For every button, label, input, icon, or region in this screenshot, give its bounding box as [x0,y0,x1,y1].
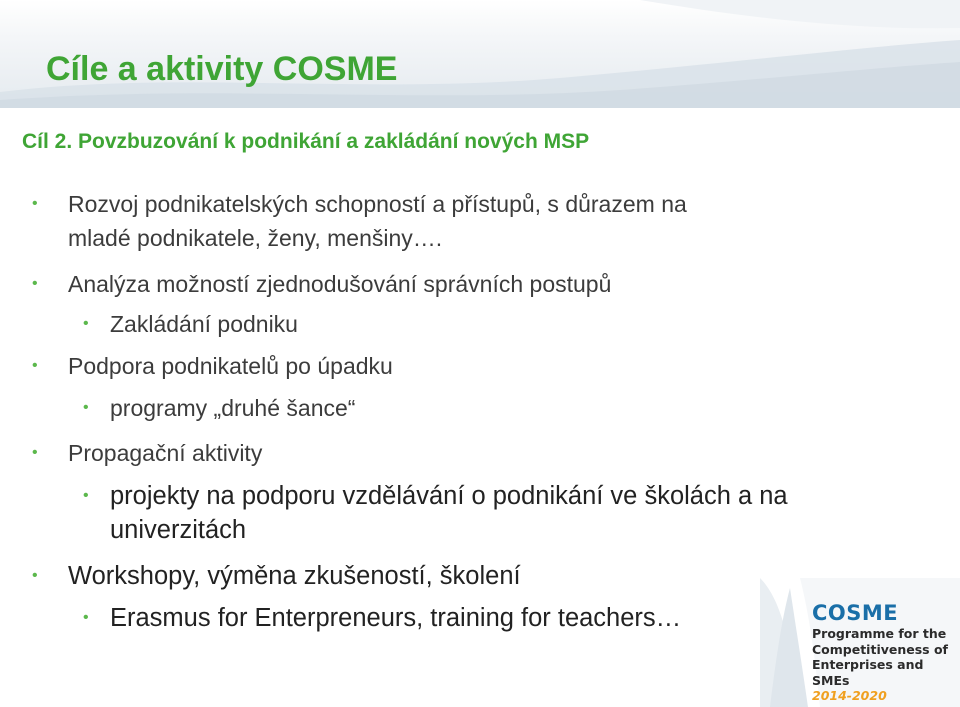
bullet-icon: • [32,567,38,584]
bullet-text-continued: univerzitách [110,516,247,544]
logo-name: COSME [812,601,899,625]
bullet-icon: • [83,609,89,626]
subbullet-item-education-projects [83,479,788,547]
bullet-text-continued: mladé podnikatele, ženy, menšiny…. [68,225,443,251]
bullet-text: projekty na podporu vzdělávání o podnikání ve školách a na [110,482,788,510]
slide-title: Cíle a aktivity COSME [46,50,398,88]
bullet-item-entrepreneurial-skills [32,187,687,255]
bullet-text: Podpora podnikatelů po úpadku [68,353,393,379]
logo-line-1: Programme for the [812,626,947,641]
logo-line-2: Competitiveness of [812,641,948,657]
subbullet-item-second-chance [83,391,356,425]
bullet-icon: • [83,315,89,332]
subbullet-item-erasmus [83,601,682,635]
bullet-item-simplification-analysis [32,267,612,301]
slide-subtitle: Cíl 2. Povzbuzování k podnikání a zakládání nových MSP [22,130,590,153]
logo-years: 2014-2020 [812,688,887,703]
bullet-text: Workshopy, výměna zkušeností, školení [68,562,521,590]
bullet-item-promotion-activities [32,436,263,470]
bullet-text: Erasmus for Enterpreneurs, training for teachers… [110,604,682,632]
bullet-icon: • [32,357,38,374]
bullet-icon: • [32,444,38,461]
cosme-logo [760,578,960,707]
logo-line-3: Enterprises and SMEs [812,657,924,688]
bullet-text: Analýza možností zjednodušování správních postupů [68,271,612,297]
bullet-icon: • [32,275,38,292]
logo-text-block [812,600,960,704]
bullet-text: Rozvoj podnikatelských schopností a přístupů, s důrazem na [68,191,687,217]
bullet-text: Propagační aktivity [68,440,263,466]
bullet-text: programy „druhé šance“ [110,395,356,421]
bullet-icon: • [83,399,89,416]
bullet-item-bankruptcy-support [32,349,393,383]
bullet-icon: • [83,487,89,504]
bullet-text: Zakládání podniku [110,311,298,337]
bullet-item-workshops [32,559,521,593]
bullet-icon: • [32,195,38,212]
subbullet-item-business-startup [83,307,298,341]
